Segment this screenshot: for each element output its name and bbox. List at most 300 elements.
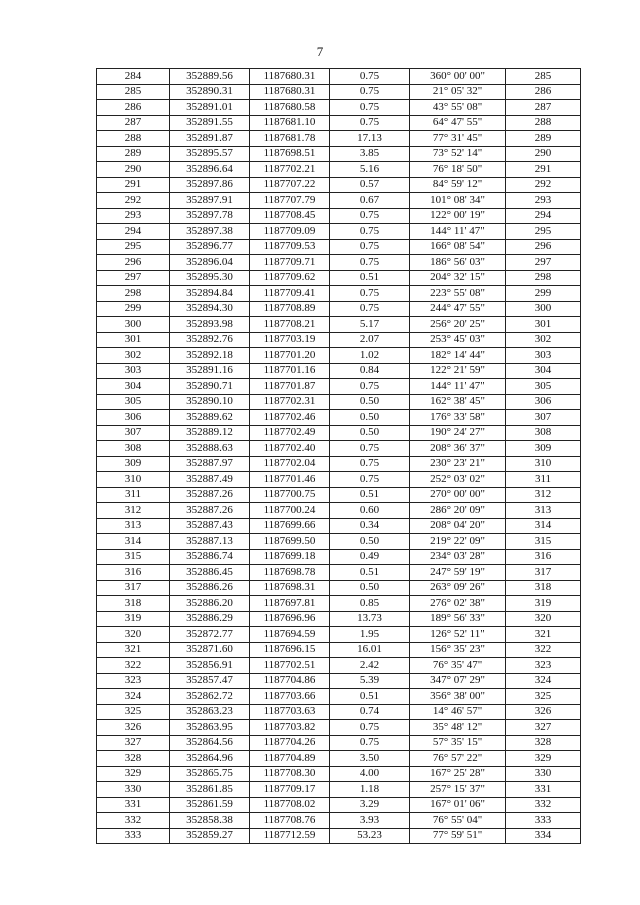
bearing-cell: 167° 01' 06" [410, 797, 506, 813]
point-from-cell: 292 [97, 193, 170, 209]
point-to-cell: 312 [506, 487, 581, 503]
point-from-cell: 333 [97, 828, 170, 844]
point-to-cell: 296 [506, 239, 581, 255]
distance-cell: 3.93 [330, 813, 410, 829]
point-from-cell: 313 [97, 518, 170, 534]
table-row [97, 208, 581, 224]
y-coordinate-cell: 1187709.09 [250, 224, 330, 240]
y-coordinate-cell: 1187702.49 [250, 425, 330, 441]
x-coordinate-cell: 352887.43 [170, 518, 250, 534]
x-coordinate-cell: 352886.20 [170, 596, 250, 612]
x-coordinate-cell: 352897.91 [170, 193, 250, 209]
bearing-cell: 14° 46' 57" [410, 704, 506, 720]
point-to-cell: 313 [506, 503, 581, 519]
x-coordinate-cell: 352886.45 [170, 565, 250, 581]
distance-cell: 4.00 [330, 766, 410, 782]
bearing-cell: 186° 56' 03" [410, 255, 506, 271]
point-from-cell: 305 [97, 394, 170, 410]
table-row [97, 394, 581, 410]
point-to-cell: 329 [506, 751, 581, 767]
distance-cell: 5.17 [330, 317, 410, 333]
x-coordinate-cell: 352865.75 [170, 766, 250, 782]
x-coordinate-cell: 352891.01 [170, 100, 250, 116]
bearing-cell: 208° 04' 20" [410, 518, 506, 534]
distance-cell: 0.75 [330, 208, 410, 224]
x-coordinate-cell: 352890.31 [170, 84, 250, 100]
bearing-cell: 176° 33' 58" [410, 410, 506, 426]
y-coordinate-cell: 1187701.16 [250, 363, 330, 379]
x-coordinate-cell: 352887.49 [170, 472, 250, 488]
point-to-cell: 286 [506, 84, 581, 100]
y-coordinate-cell: 1187702.46 [250, 410, 330, 426]
y-coordinate-cell: 1187709.17 [250, 782, 330, 798]
y-coordinate-cell: 1187700.75 [250, 487, 330, 503]
bearing-cell: 21° 05' 32" [410, 84, 506, 100]
point-from-cell: 314 [97, 534, 170, 550]
point-from-cell: 326 [97, 720, 170, 736]
point-to-cell: 318 [506, 580, 581, 596]
x-coordinate-cell: 352887.97 [170, 456, 250, 472]
point-to-cell: 316 [506, 549, 581, 565]
distance-cell: 0.51 [330, 487, 410, 503]
table-row [97, 177, 581, 193]
distance-cell: 1.18 [330, 782, 410, 798]
bearing-cell: 257° 15' 37" [410, 782, 506, 798]
bearing-cell: 356° 38' 00" [410, 689, 506, 705]
point-to-cell: 330 [506, 766, 581, 782]
table-body [97, 69, 581, 844]
x-coordinate-cell: 352864.56 [170, 735, 250, 751]
distance-cell: 5.39 [330, 673, 410, 689]
bearing-cell: 101° 08' 34" [410, 193, 506, 209]
x-coordinate-cell: 352892.76 [170, 332, 250, 348]
table-row [97, 596, 581, 612]
point-from-cell: 304 [97, 379, 170, 395]
table-row [97, 797, 581, 813]
x-coordinate-cell: 352886.29 [170, 611, 250, 627]
x-coordinate-cell: 352861.59 [170, 797, 250, 813]
distance-cell: 0.75 [330, 224, 410, 240]
point-to-cell: 327 [506, 720, 581, 736]
bearing-cell: 247° 59' 19" [410, 565, 506, 581]
y-coordinate-cell: 1187703.63 [250, 704, 330, 720]
y-coordinate-cell: 1187709.62 [250, 270, 330, 286]
bearing-cell: 144° 11' 47" [410, 379, 506, 395]
point-from-cell: 316 [97, 565, 170, 581]
point-to-cell: 332 [506, 797, 581, 813]
distance-cell: 0.67 [330, 193, 410, 209]
table-row [97, 673, 581, 689]
point-from-cell: 325 [97, 704, 170, 720]
x-coordinate-cell: 352871.60 [170, 642, 250, 658]
x-coordinate-cell: 352896.77 [170, 239, 250, 255]
distance-cell: 0.74 [330, 704, 410, 720]
y-coordinate-cell: 1187701.46 [250, 472, 330, 488]
y-coordinate-cell: 1187708.76 [250, 813, 330, 829]
point-to-cell: 302 [506, 332, 581, 348]
distance-cell: 0.75 [330, 735, 410, 751]
point-from-cell: 294 [97, 224, 170, 240]
point-to-cell: 331 [506, 782, 581, 798]
point-from-cell: 312 [97, 503, 170, 519]
x-coordinate-cell: 352887.26 [170, 503, 250, 519]
y-coordinate-cell: 1187696.15 [250, 642, 330, 658]
table-row [97, 580, 581, 596]
y-coordinate-cell: 1187707.79 [250, 193, 330, 209]
bearing-cell: 230° 23' 21" [410, 456, 506, 472]
table-row [97, 503, 581, 519]
point-from-cell: 310 [97, 472, 170, 488]
x-coordinate-cell: 352886.26 [170, 580, 250, 596]
distance-cell: 1.02 [330, 348, 410, 364]
bearing-cell: 43° 55' 08" [410, 100, 506, 116]
point-from-cell: 309 [97, 456, 170, 472]
bearing-cell: 189° 56' 33" [410, 611, 506, 627]
point-to-cell: 299 [506, 286, 581, 302]
point-to-cell: 328 [506, 735, 581, 751]
point-from-cell: 320 [97, 627, 170, 643]
bearing-cell: 270° 00' 00" [410, 487, 506, 503]
x-coordinate-cell: 352891.87 [170, 131, 250, 147]
bearing-cell: 76° 57' 22" [410, 751, 506, 767]
table-row [97, 146, 581, 162]
point-from-cell: 311 [97, 487, 170, 503]
y-coordinate-cell: 1187704.86 [250, 673, 330, 689]
table-row [97, 270, 581, 286]
bearing-cell: 276° 02' 38" [410, 596, 506, 612]
point-to-cell: 317 [506, 565, 581, 581]
x-coordinate-cell: 352864.96 [170, 751, 250, 767]
bearing-cell: 73° 52' 14" [410, 146, 506, 162]
table-row [97, 751, 581, 767]
y-coordinate-cell: 1187702.21 [250, 162, 330, 178]
point-from-cell: 331 [97, 797, 170, 813]
y-coordinate-cell: 1187702.51 [250, 658, 330, 674]
distance-cell: 0.75 [330, 255, 410, 271]
table-row [97, 828, 581, 844]
bearing-cell: 122° 21' 59" [410, 363, 506, 379]
y-coordinate-cell: 1187704.89 [250, 751, 330, 767]
bearing-cell: 144° 11' 47" [410, 224, 506, 240]
distance-cell: 3.29 [330, 797, 410, 813]
point-to-cell: 315 [506, 534, 581, 550]
x-coordinate-cell: 352887.13 [170, 534, 250, 550]
table-row [97, 472, 581, 488]
distance-cell: 0.75 [330, 379, 410, 395]
y-coordinate-cell: 1187703.82 [250, 720, 330, 736]
table-row [97, 193, 581, 209]
x-coordinate-cell: 352894.30 [170, 301, 250, 317]
point-to-cell: 300 [506, 301, 581, 317]
point-to-cell: 323 [506, 658, 581, 674]
point-from-cell: 300 [97, 317, 170, 333]
distance-cell: 0.85 [330, 596, 410, 612]
y-coordinate-cell: 1187699.66 [250, 518, 330, 534]
x-coordinate-cell: 352863.23 [170, 704, 250, 720]
x-coordinate-cell: 352857.47 [170, 673, 250, 689]
point-from-cell: 308 [97, 441, 170, 457]
bearing-cell: 167° 25' 28" [410, 766, 506, 782]
point-from-cell: 284 [97, 69, 170, 85]
distance-cell: 2.42 [330, 658, 410, 674]
bearing-cell: 76° 35' 47" [410, 658, 506, 674]
point-from-cell: 293 [97, 208, 170, 224]
table-row [97, 115, 581, 131]
bearing-cell: 223° 55' 08" [410, 286, 506, 302]
table-row [97, 456, 581, 472]
table-row [97, 379, 581, 395]
y-coordinate-cell: 1187702.40 [250, 441, 330, 457]
point-from-cell: 303 [97, 363, 170, 379]
point-to-cell: 334 [506, 828, 581, 844]
x-coordinate-cell: 352895.30 [170, 270, 250, 286]
distance-cell: 0.50 [330, 410, 410, 426]
point-to-cell: 309 [506, 441, 581, 457]
bearing-cell: 360° 00' 00" [410, 69, 506, 85]
bearing-cell: 162° 38' 45" [410, 394, 506, 410]
distance-cell: 3.85 [330, 146, 410, 162]
bearing-cell: 347° 07' 29" [410, 673, 506, 689]
y-coordinate-cell: 1187680.31 [250, 69, 330, 85]
point-to-cell: 291 [506, 162, 581, 178]
point-from-cell: 330 [97, 782, 170, 798]
page-number: 7 [316, 44, 324, 59]
point-to-cell: 295 [506, 224, 581, 240]
point-to-cell: 314 [506, 518, 581, 534]
y-coordinate-cell: 1187701.20 [250, 348, 330, 364]
point-from-cell: 319 [97, 611, 170, 627]
table-row [97, 69, 581, 85]
point-to-cell: 297 [506, 255, 581, 271]
bearing-cell: 126° 52' 11" [410, 627, 506, 643]
point-to-cell: 310 [506, 456, 581, 472]
point-from-cell: 323 [97, 673, 170, 689]
x-coordinate-cell: 352858.38 [170, 813, 250, 829]
point-from-cell: 287 [97, 115, 170, 131]
bearing-cell: 84° 59' 12" [410, 177, 506, 193]
x-coordinate-cell: 352897.86 [170, 177, 250, 193]
x-coordinate-cell: 352897.78 [170, 208, 250, 224]
x-coordinate-cell: 352863.95 [170, 720, 250, 736]
table-row [97, 658, 581, 674]
y-coordinate-cell: 1187694.59 [250, 627, 330, 643]
table-row [97, 224, 581, 240]
distance-cell: 0.50 [330, 394, 410, 410]
point-to-cell: 298 [506, 270, 581, 286]
bearing-cell: 77° 31' 45" [410, 131, 506, 147]
distance-cell: 0.50 [330, 580, 410, 596]
bearing-cell: 76° 55' 04" [410, 813, 506, 829]
distance-cell: 53.23 [330, 828, 410, 844]
y-coordinate-cell: 1187680.31 [250, 84, 330, 100]
bearing-cell: 76° 18' 50" [410, 162, 506, 178]
y-coordinate-cell: 1187708.02 [250, 797, 330, 813]
table-row [97, 487, 581, 503]
point-from-cell: 324 [97, 689, 170, 705]
point-to-cell: 289 [506, 131, 581, 147]
distance-cell: 0.75 [330, 301, 410, 317]
y-coordinate-cell: 1187699.18 [250, 549, 330, 565]
table-row [97, 317, 581, 333]
bearing-cell: 234° 03' 28" [410, 549, 506, 565]
point-from-cell: 306 [97, 410, 170, 426]
x-coordinate-cell: 352894.84 [170, 286, 250, 302]
x-coordinate-cell: 352886.74 [170, 549, 250, 565]
x-coordinate-cell: 352891.55 [170, 115, 250, 131]
table-row [97, 813, 581, 829]
x-coordinate-cell: 352862.72 [170, 689, 250, 705]
table-row [97, 627, 581, 643]
x-coordinate-cell: 352892.18 [170, 348, 250, 364]
x-coordinate-cell: 352896.04 [170, 255, 250, 271]
distance-cell: 0.75 [330, 100, 410, 116]
distance-cell: 0.84 [330, 363, 410, 379]
x-coordinate-cell: 352889.56 [170, 69, 250, 85]
bearing-cell: 204° 32' 15" [410, 270, 506, 286]
distance-cell: 0.75 [330, 286, 410, 302]
point-to-cell: 333 [506, 813, 581, 829]
y-coordinate-cell: 1187708.89 [250, 301, 330, 317]
y-coordinate-cell: 1187703.66 [250, 689, 330, 705]
point-to-cell: 288 [506, 115, 581, 131]
distance-cell: 0.75 [330, 69, 410, 85]
distance-cell: 0.75 [330, 720, 410, 736]
bearing-cell: 253° 45' 03" [410, 332, 506, 348]
point-from-cell: 317 [97, 580, 170, 596]
distance-cell: 0.57 [330, 177, 410, 193]
table-row [97, 735, 581, 751]
x-coordinate-cell: 352895.57 [170, 146, 250, 162]
y-coordinate-cell: 1187698.31 [250, 580, 330, 596]
bearing-cell: 190° 24' 27" [410, 425, 506, 441]
distance-cell: 5.16 [330, 162, 410, 178]
survey-coordinates-table [96, 68, 581, 844]
bearing-cell: 263° 09' 26" [410, 580, 506, 596]
bearing-cell: 286° 20' 09" [410, 503, 506, 519]
table-row [97, 255, 581, 271]
y-coordinate-cell: 1187703.19 [250, 332, 330, 348]
distance-cell: 0.51 [330, 565, 410, 581]
point-from-cell: 291 [97, 177, 170, 193]
table-row [97, 286, 581, 302]
point-to-cell: 305 [506, 379, 581, 395]
y-coordinate-cell: 1187708.45 [250, 208, 330, 224]
y-coordinate-cell: 1187698.78 [250, 565, 330, 581]
table-row [97, 301, 581, 317]
y-coordinate-cell: 1187681.78 [250, 131, 330, 147]
table-row [97, 611, 581, 627]
table-row [97, 782, 581, 798]
bearing-cell: 208° 36' 37" [410, 441, 506, 457]
x-coordinate-cell: 352896.64 [170, 162, 250, 178]
table-row [97, 534, 581, 550]
table-row [97, 425, 581, 441]
table-row [97, 441, 581, 457]
distance-cell: 0.49 [330, 549, 410, 565]
point-to-cell: 308 [506, 425, 581, 441]
point-from-cell: 322 [97, 658, 170, 674]
point-to-cell: 319 [506, 596, 581, 612]
point-to-cell: 294 [506, 208, 581, 224]
x-coordinate-cell: 352859.27 [170, 828, 250, 844]
bearing-cell: 57° 35' 15" [410, 735, 506, 751]
point-from-cell: 302 [97, 348, 170, 364]
x-coordinate-cell: 352889.62 [170, 410, 250, 426]
x-coordinate-cell: 352872.77 [170, 627, 250, 643]
point-from-cell: 318 [97, 596, 170, 612]
table-row [97, 84, 581, 100]
point-to-cell: 322 [506, 642, 581, 658]
point-to-cell: 321 [506, 627, 581, 643]
bearing-cell: 252° 03' 02" [410, 472, 506, 488]
y-coordinate-cell: 1187697.81 [250, 596, 330, 612]
point-from-cell: 296 [97, 255, 170, 271]
distance-cell: 0.50 [330, 425, 410, 441]
y-coordinate-cell: 1187681.10 [250, 115, 330, 131]
distance-cell: 17.13 [330, 131, 410, 147]
point-from-cell: 289 [97, 146, 170, 162]
point-from-cell: 286 [97, 100, 170, 116]
point-from-cell: 329 [97, 766, 170, 782]
y-coordinate-cell: 1187707.22 [250, 177, 330, 193]
table-row [97, 332, 581, 348]
x-coordinate-cell: 352856.91 [170, 658, 250, 674]
point-to-cell: 293 [506, 193, 581, 209]
y-coordinate-cell: 1187698.51 [250, 146, 330, 162]
distance-cell: 3.50 [330, 751, 410, 767]
distance-cell: 0.50 [330, 534, 410, 550]
point-to-cell: 290 [506, 146, 581, 162]
bearing-cell: 156° 35' 23" [410, 642, 506, 658]
distance-cell: 0.75 [330, 441, 410, 457]
x-coordinate-cell: 352888.63 [170, 441, 250, 457]
table-row [97, 162, 581, 178]
bearing-cell: 244° 47' 55" [410, 301, 506, 317]
x-coordinate-cell: 352891.16 [170, 363, 250, 379]
bearing-cell: 64° 47' 55" [410, 115, 506, 131]
y-coordinate-cell: 1187699.50 [250, 534, 330, 550]
distance-cell: 13.73 [330, 611, 410, 627]
point-to-cell: 326 [506, 704, 581, 720]
bearing-cell: 219° 22' 09" [410, 534, 506, 550]
y-coordinate-cell: 1187708.21 [250, 317, 330, 333]
point-to-cell: 292 [506, 177, 581, 193]
y-coordinate-cell: 1187712.59 [250, 828, 330, 844]
point-to-cell: 304 [506, 363, 581, 379]
point-to-cell: 303 [506, 348, 581, 364]
point-from-cell: 298 [97, 286, 170, 302]
distance-cell: 0.75 [330, 472, 410, 488]
point-from-cell: 327 [97, 735, 170, 751]
distance-cell: 16.01 [330, 642, 410, 658]
distance-cell: 1.95 [330, 627, 410, 643]
table-row [97, 565, 581, 581]
point-to-cell: 324 [506, 673, 581, 689]
table-row [97, 363, 581, 379]
point-from-cell: 290 [97, 162, 170, 178]
bearing-cell: 77° 59' 51" [410, 828, 506, 844]
distance-cell: 0.75 [330, 456, 410, 472]
distance-cell: 0.75 [330, 239, 410, 255]
point-to-cell: 307 [506, 410, 581, 426]
point-from-cell: 285 [97, 84, 170, 100]
point-from-cell: 299 [97, 301, 170, 317]
distance-cell: 2.07 [330, 332, 410, 348]
point-from-cell: 301 [97, 332, 170, 348]
y-coordinate-cell: 1187708.30 [250, 766, 330, 782]
distance-cell: 0.51 [330, 689, 410, 705]
point-from-cell: 288 [97, 131, 170, 147]
